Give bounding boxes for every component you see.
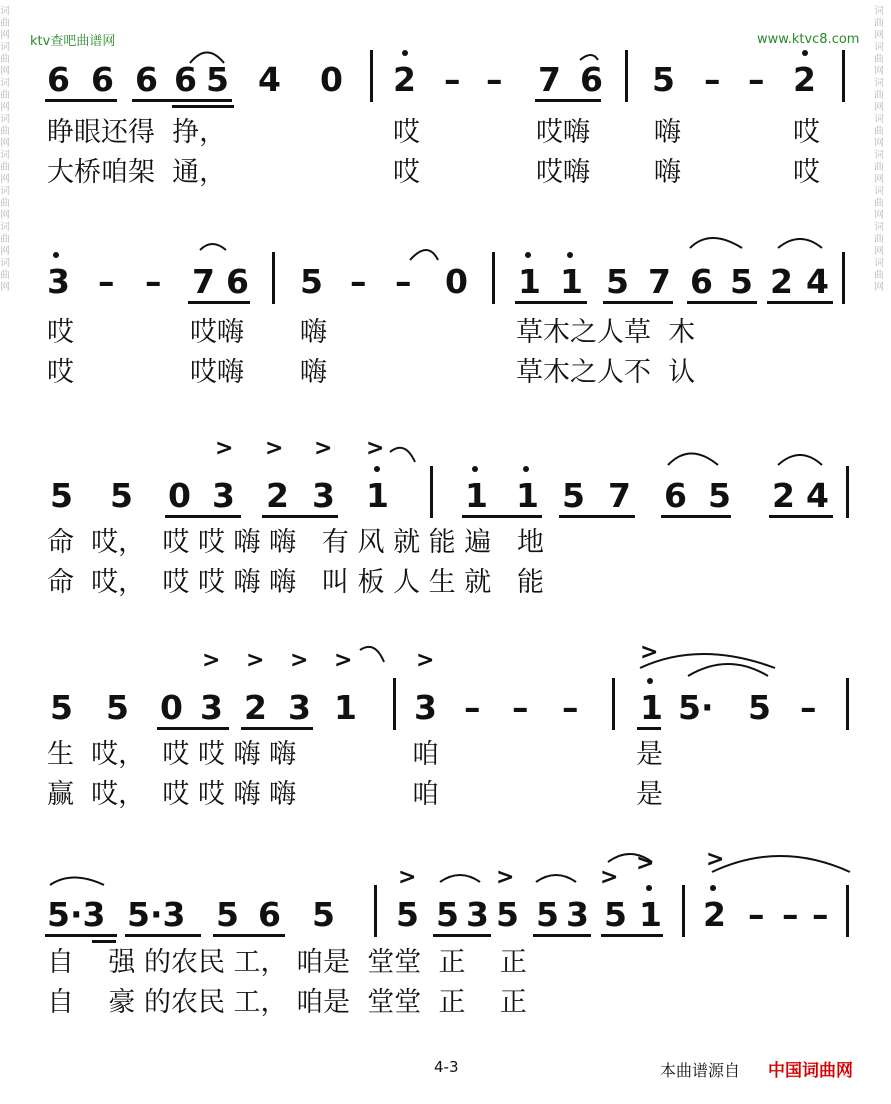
note: 2 xyxy=(266,476,289,515)
note: 3 xyxy=(47,262,70,301)
underline xyxy=(559,515,635,518)
note: 6 xyxy=(174,60,197,99)
note: 4 xyxy=(806,476,829,515)
lyric-line-1: 命 哎， 哎 哎 嗨 嗨 有 风 就 能 遍 地 xyxy=(47,527,544,558)
watermark-right: 词 曲 网 词 曲 网 词 曲 网 词 曲 网 词 曲 网 词 曲 网 词 曲 网 词 曲 网 xyxy=(874,6,884,293)
note: 1 xyxy=(560,262,583,301)
lyric: 是 xyxy=(636,739,663,770)
lyric: 咱 xyxy=(412,779,439,810)
barline xyxy=(430,466,433,518)
note: – xyxy=(812,895,829,934)
note: 5 xyxy=(536,895,559,934)
lyric: 嗨 xyxy=(654,157,681,188)
underline xyxy=(661,515,731,518)
note: 6 xyxy=(47,60,70,99)
note: 7 xyxy=(538,60,561,99)
lyric-line-1: 睁眼还得 挣， xyxy=(47,117,227,148)
note: 5 xyxy=(496,895,519,934)
lyric: 嗨 xyxy=(300,317,327,348)
lyric: 哎嗨 xyxy=(190,357,244,388)
barline xyxy=(842,252,845,304)
page-number: 4-3 xyxy=(434,1058,459,1076)
accent-mark: > xyxy=(706,847,725,872)
note: – xyxy=(350,262,367,301)
underline xyxy=(45,99,117,102)
lyric: 哎 xyxy=(47,317,74,348)
barline xyxy=(846,678,849,730)
site-title-left[interactable]: ktv查吧曲谱网 xyxy=(30,34,116,49)
note: 5· xyxy=(678,688,714,727)
lyric: 草木之人草 木 xyxy=(516,317,696,348)
note: 5 xyxy=(110,476,133,515)
barline xyxy=(682,885,685,937)
lyric-line-2: 大桥咱架 通， xyxy=(47,157,227,188)
underline xyxy=(767,301,833,304)
note: 0 xyxy=(320,60,343,99)
note: 7 xyxy=(192,262,215,301)
accent-mark: > xyxy=(398,865,417,890)
accent-mark: > xyxy=(636,851,655,876)
octave-dot xyxy=(802,50,808,56)
lyric: 嗨 xyxy=(300,357,327,388)
note: 3 xyxy=(200,688,223,727)
accent-mark: > xyxy=(202,648,221,673)
barline xyxy=(612,678,615,730)
note: – xyxy=(395,262,412,301)
note: 5 xyxy=(708,476,731,515)
underline xyxy=(433,934,491,937)
underline xyxy=(125,934,201,937)
note: 1 xyxy=(465,476,488,515)
lyric: 哎 xyxy=(793,157,820,188)
note: 1 xyxy=(639,895,662,934)
note: 5 xyxy=(606,262,629,301)
underline xyxy=(535,99,601,102)
lyric: 哎嗨 xyxy=(536,117,590,148)
note: 3 xyxy=(312,476,335,515)
lyric-line-1: 自 强 的农民 工， 咱是 堂堂 正 正 xyxy=(47,947,527,978)
note: – xyxy=(444,60,461,99)
note: 2 xyxy=(793,60,816,99)
underline xyxy=(165,515,241,518)
note: 5 xyxy=(50,688,73,727)
note: – xyxy=(512,688,529,727)
note: 5 xyxy=(748,688,771,727)
underline xyxy=(132,99,232,102)
note: 5·3 xyxy=(47,895,106,934)
note: 5 xyxy=(604,895,627,934)
note: – xyxy=(748,895,765,934)
barline xyxy=(842,50,845,102)
barline xyxy=(625,50,628,102)
lyric-line-2: 命 哎， 哎 哎 嗨 嗨 叫 板 人 生 就 能 xyxy=(47,567,544,598)
octave-dot xyxy=(646,885,652,891)
watermark-left: 词 曲 网 词 曲 网 词 曲 网 词 曲 网 词 曲 网 词 曲 网 词 曲 网 词 曲 网 xyxy=(0,6,10,293)
note: – xyxy=(145,262,162,301)
lyric: 哎嗨 xyxy=(536,157,590,188)
note: 0 xyxy=(160,688,183,727)
note: 2 xyxy=(393,60,416,99)
note: 5 xyxy=(50,476,73,515)
note: 1 xyxy=(518,262,541,301)
note: 3 xyxy=(414,688,437,727)
lyric: 是 xyxy=(636,779,663,810)
underline xyxy=(213,934,285,937)
accent-mark: > xyxy=(290,648,309,673)
lyric-line-1: 生 哎， 哎 哎 嗨 嗨 xyxy=(47,739,297,770)
note: 1 xyxy=(366,476,389,515)
accent-mark: > xyxy=(640,640,659,665)
underline xyxy=(515,301,587,304)
note: 4 xyxy=(258,60,281,99)
note: 3 xyxy=(566,895,589,934)
note: 6 xyxy=(580,60,603,99)
octave-dot xyxy=(567,252,573,258)
barline xyxy=(370,50,373,102)
note: – xyxy=(800,688,817,727)
note: 5 xyxy=(730,262,753,301)
note: 3 xyxy=(466,895,489,934)
underline xyxy=(172,105,234,108)
brand-link[interactable]: 中国词曲网 xyxy=(768,1061,853,1081)
note: 6 xyxy=(690,262,713,301)
lyric: 嗨 xyxy=(654,117,681,148)
note: 6 xyxy=(226,262,249,301)
note: – xyxy=(704,60,721,99)
site-url-right[interactable]: www.ktvc8.com xyxy=(757,32,860,47)
barline xyxy=(374,885,377,937)
note: 5·3 xyxy=(127,895,186,934)
underline xyxy=(601,934,663,937)
note: 7 xyxy=(608,476,631,515)
accent-mark: > xyxy=(265,436,284,461)
note: 4 xyxy=(806,262,829,301)
note: 5 xyxy=(436,895,459,934)
octave-dot xyxy=(647,678,653,684)
octave-dot xyxy=(525,252,531,258)
note: 5 xyxy=(562,476,585,515)
note: 6 xyxy=(664,476,687,515)
octave-dot xyxy=(472,466,478,472)
lyric: 哎 xyxy=(47,357,74,388)
octave-dot xyxy=(402,50,408,56)
note: 0 xyxy=(168,476,191,515)
note: – xyxy=(782,895,799,934)
note: – xyxy=(464,688,481,727)
note: 2 xyxy=(770,262,793,301)
lyric-line-2: 自 豪 的农民 工， 咱是 堂堂 正 正 xyxy=(47,987,527,1018)
lyric: 哎 xyxy=(793,117,820,148)
lyric: 哎 xyxy=(393,117,420,148)
note: 1 xyxy=(516,476,539,515)
note: 7 xyxy=(648,262,671,301)
underline xyxy=(188,301,250,304)
accent-mark: > xyxy=(334,648,353,673)
note: 5 xyxy=(652,60,675,99)
note: 1 xyxy=(640,688,663,727)
note: – xyxy=(486,60,503,99)
lyric-line-2: 赢 哎， 哎 哎 嗨 嗨 xyxy=(47,779,297,810)
note: – xyxy=(748,60,765,99)
underline xyxy=(462,515,542,518)
note: 5 xyxy=(300,262,323,301)
underline xyxy=(45,934,117,937)
note: 5 xyxy=(106,688,129,727)
underline xyxy=(533,934,591,937)
barline xyxy=(846,885,849,937)
note: 6 xyxy=(91,60,114,99)
note: 2 xyxy=(244,688,267,727)
accent-mark: > xyxy=(314,436,333,461)
lyric: 哎嗨 xyxy=(190,317,244,348)
lyric: 草木之人不 认 xyxy=(516,357,696,388)
underline xyxy=(637,727,661,730)
note: 6 xyxy=(258,895,281,934)
note: 5 xyxy=(216,895,239,934)
barline xyxy=(272,252,275,304)
barline xyxy=(393,678,396,730)
octave-dot xyxy=(53,252,59,258)
octave-dot xyxy=(523,466,529,472)
source-label: 本曲谱源自 xyxy=(660,1061,741,1080)
accent-mark: > xyxy=(600,865,619,890)
underline xyxy=(241,727,313,730)
lyric: 哎 xyxy=(393,157,420,188)
note: – xyxy=(98,262,115,301)
note: 3 xyxy=(288,688,311,727)
note: 0 xyxy=(445,262,468,301)
barline xyxy=(846,466,849,518)
underline xyxy=(769,515,833,518)
accent-mark: > xyxy=(496,865,515,890)
accent-mark: > xyxy=(416,648,435,673)
octave-dot xyxy=(710,885,716,891)
note: 5 xyxy=(312,895,335,934)
octave-dot xyxy=(374,466,380,472)
underline xyxy=(262,515,338,518)
note: 3 xyxy=(212,476,235,515)
note: 5 xyxy=(396,895,419,934)
note: 5 xyxy=(206,60,229,99)
barline xyxy=(492,252,495,304)
accent-mark: > xyxy=(215,436,234,461)
underline xyxy=(92,940,116,943)
note: 2 xyxy=(703,895,726,934)
accent-mark: > xyxy=(246,648,265,673)
underline xyxy=(687,301,757,304)
note: – xyxy=(562,688,579,727)
underline xyxy=(603,301,673,304)
accent-mark: > xyxy=(366,436,385,461)
lyric: 咱 xyxy=(412,739,439,770)
underline xyxy=(157,727,229,730)
note: 1 xyxy=(334,688,357,727)
note: 2 xyxy=(772,476,795,515)
note: 6 xyxy=(135,60,158,99)
